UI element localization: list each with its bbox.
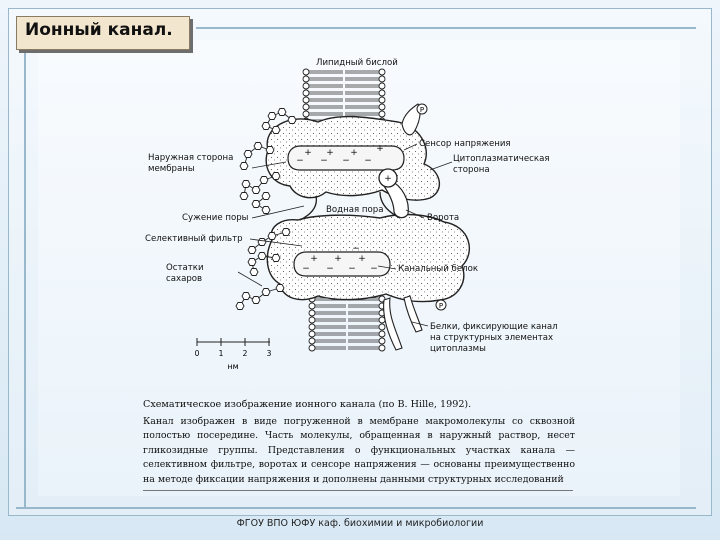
label-outer-side-1: Наружная сторона xyxy=(148,153,234,163)
label-outer-side-2: мембраны xyxy=(148,164,195,174)
svg-text:P: P xyxy=(438,302,444,310)
caption-body: Канал изображен в виде погруженной в мембране макромолекулы со сквозной полостью посередине. Часть молекулы, обращенная в наружный раствор, несет гликозидные группы. Представления о функциональных участках канала — селективном фильтре, воротах и сенсоре напряжения — основаны преимущественно на методе фиксации напряжения и дополнены данными структурных исследований xyxy=(143,416,575,485)
figure-caption xyxy=(143,399,575,487)
label-sugars-2: сахаров xyxy=(166,274,203,284)
slide-title: Ионный канал. xyxy=(16,16,190,50)
scale-tick-3: 3 xyxy=(266,349,272,358)
svg-text:−: − xyxy=(320,156,328,166)
label-water-pore: Водная пора xyxy=(326,205,384,215)
svg-text:+: + xyxy=(376,144,384,154)
svg-text:−: − xyxy=(348,264,356,274)
label-anchor-1: Белки, фиксирующие канал xyxy=(430,322,558,332)
label-gate: Ворота xyxy=(427,213,460,223)
svg-text:−: − xyxy=(352,244,360,254)
svg-text:−: − xyxy=(370,264,378,274)
label-cytoplasmic-1: Цитоплазматическая xyxy=(453,154,550,164)
phosphate-mark-top xyxy=(417,104,427,114)
svg-text:+: + xyxy=(334,254,342,264)
label-channel-protein: Канальный белок xyxy=(398,264,479,274)
scale-tick-1: 1 xyxy=(218,349,224,358)
svg-text:+: + xyxy=(358,254,366,264)
svg-text:+: + xyxy=(350,148,358,158)
svg-text:+: + xyxy=(310,254,318,264)
anchor-protein-lower xyxy=(384,298,402,350)
scale-tick-2: 2 xyxy=(242,349,248,358)
label-anchor-3: цитоплазмы xyxy=(430,344,486,354)
svg-text:−: − xyxy=(296,156,304,166)
scale-bar xyxy=(195,338,272,371)
svg-text:−: − xyxy=(326,264,334,274)
label-selective-filter: Селективный фильтр xyxy=(145,234,243,244)
label-sugars-1: Остатки xyxy=(166,263,204,273)
scale-unit: нм xyxy=(227,362,239,371)
label-voltage-sensor: Сенсор напряжения xyxy=(419,139,511,149)
svg-text:+: + xyxy=(326,148,334,158)
label-anchor-2: на структурных элементах xyxy=(430,333,554,343)
caption-underline xyxy=(143,490,573,491)
svg-text:+: + xyxy=(304,148,312,158)
label-lipid-bilayer: Липидный бислой xyxy=(316,58,398,68)
label-cytoplasmic-2: сторона xyxy=(453,165,490,175)
svg-text:P: P xyxy=(419,106,425,114)
svg-text:+: + xyxy=(384,174,392,184)
caption-title: Схематическое изображение ионного канала (по B. Hille, 1992). xyxy=(143,399,472,410)
footer-text: ФГОУ ВПО ЮФУ каф. биохимии и микробиологии xyxy=(236,518,484,529)
svg-text:−: − xyxy=(342,156,350,166)
scale-tick-0: 0 xyxy=(194,349,200,358)
label-pore-constriction: Сужение поры xyxy=(182,213,249,223)
svg-text:−: − xyxy=(364,156,372,166)
phosphate-mark-bottom xyxy=(436,300,446,310)
svg-text:−: − xyxy=(302,264,310,274)
